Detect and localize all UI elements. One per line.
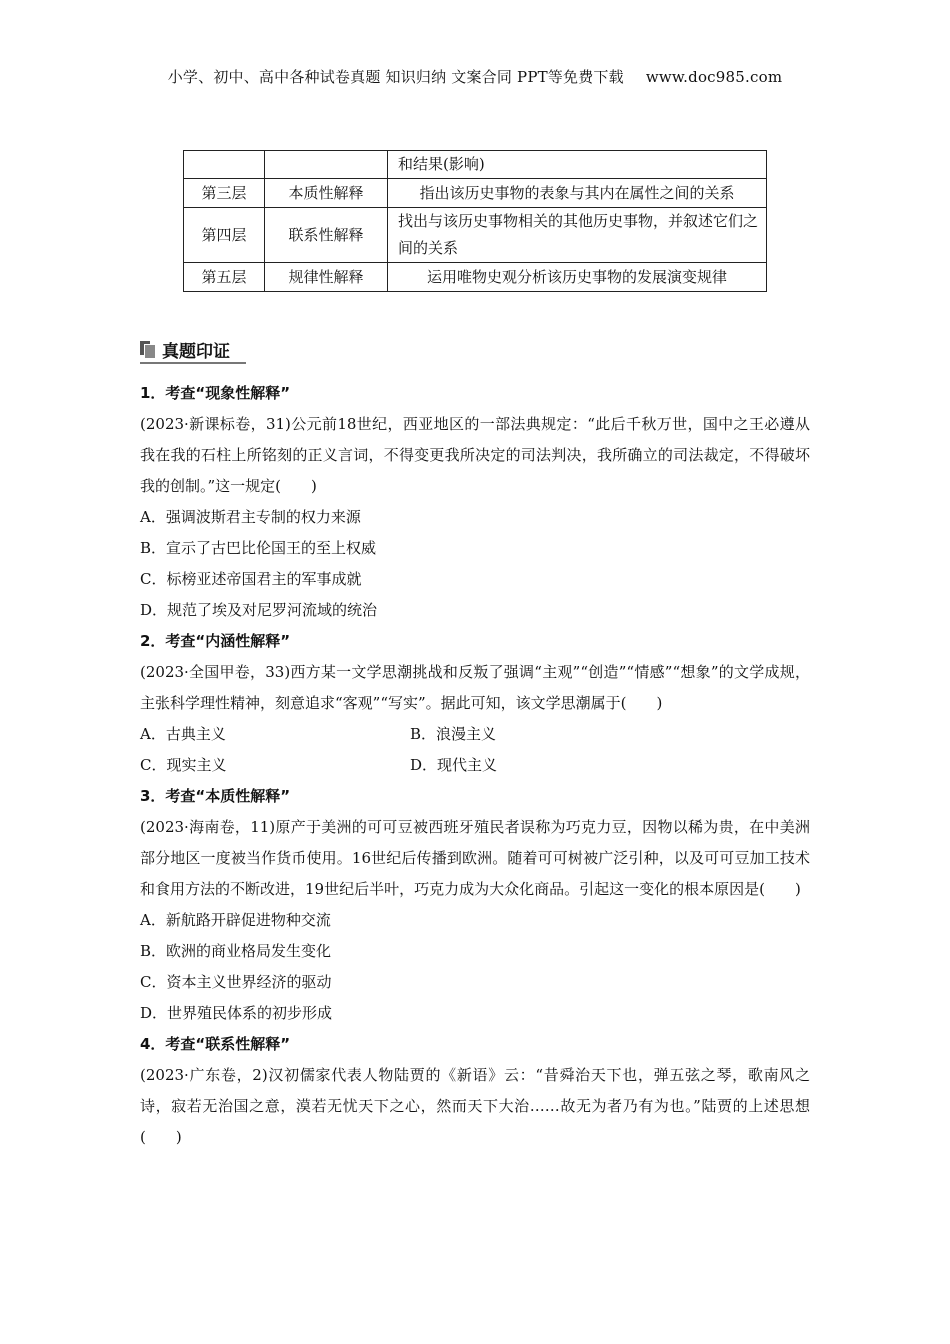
question-stem: (2023·新课标卷，31)公元前18世纪，西亚地区的一部法典规定：“此后千秋万世，国中之王必遵从我在我的石柱上所铭刻的正义言词，不得变更我所决定的司法判决，我所确立的司法裁定，不得破坏我的创制。”这一规定( ): [140, 415, 810, 495]
option-c: C．现实主义: [140, 756, 227, 774]
document-icon: [140, 341, 154, 357]
options-row: [140, 719, 810, 750]
table-cell-level: 第三层: [184, 179, 265, 208]
question-stem: (2023·全国甲卷，33)西方某一文学思潮挑战和反叛了强调“主观”“创造”“情感”“想象”的文学成规，主张科学理性精神，刻意追求“客观”“写实”。据此可知，该文学思潮属于( ): [140, 663, 810, 712]
question-heading: 3．考查“本质性解释”: [140, 787, 291, 805]
table-cell-level: 第五层: [184, 263, 265, 292]
option-c: C．资本主义世界经济的驱动: [140, 973, 332, 991]
table-row: [184, 151, 767, 179]
page-header: [0, 66, 950, 87]
option-a: A．强调波斯君主专制的权力来源: [140, 508, 361, 526]
section-underline: [140, 362, 246, 364]
option-b: B．宣示了古巴比伦国王的至上权威: [140, 539, 377, 557]
table-cell-desc: 找出与该历史事物相关的其他历史事物，并叙述它们之间的关系: [388, 208, 767, 263]
table-cell-type: 规律性解释: [265, 263, 388, 292]
table-row: [184, 179, 767, 208]
question-stem: (2023·海南卷，11)原产于美洲的可可豆被西班牙殖民者误称为巧克力豆，因物以稀为贵，在中美洲部分地区一度被当作货币使用。16世纪后传播到欧洲。随着可可树被广泛引种，以及可可豆加工技术和食用方法的不断改进，19世纪后半叶，巧克力成为大众化商品。引起这一变化的根本原因是( ): [140, 818, 810, 898]
option-d: D．规范了埃及对尼罗河流域的统治: [140, 601, 378, 619]
option-a: A．古典主义: [140, 725, 226, 743]
option-b: B．欧洲的商业格局发生变化: [140, 942, 332, 960]
options-row: [140, 750, 810, 781]
option-a: A．新航路开辟促进物种交流: [140, 911, 331, 929]
table-cell-desc: 运用唯物史观分析该历史事物的发展演变规律: [388, 263, 767, 292]
table-cell-desc: 和结果(影响): [388, 151, 767, 179]
section-title: 真题印证: [162, 341, 230, 362]
table-cell-desc: 指出该历史事物的表象与其内在属性之间的关系: [388, 179, 767, 208]
question-heading: 4．考查“联系性解释”: [140, 1035, 291, 1053]
question-heading: 2．考查“内涵性解释”: [140, 632, 291, 650]
option-d: D．世界殖民体系的初步形成: [140, 1004, 333, 1022]
option-b: B．浪漫主义: [410, 725, 497, 743]
option-c: C．标榜亚述帝国君主的军事成就: [140, 570, 362, 588]
section-heading: [140, 336, 230, 362]
explanation-levels-table: [183, 150, 767, 292]
table-cell-level: 第四层: [184, 208, 265, 263]
table-row: [184, 208, 767, 263]
header-site-link[interactable]: www.doc985.com: [645, 68, 783, 86]
table-cell-level: [184, 151, 265, 179]
question-heading: 1．考查“现象性解释”: [140, 384, 291, 402]
question-stem: (2023·广东卷，2)汉初儒家代表人物陆贾的《新语》云：“昔舜治天下也，弹五弦之琴，歌南风之诗，寂若无治国之意，漠若无忧天下之心，然而天下大治……故无为者乃有为也。”陆贾的上述思想( ): [140, 1066, 810, 1146]
table-cell-type: 本质性解释: [265, 179, 388, 208]
table-row: [184, 263, 767, 292]
table-cell-type: 联系性解释: [265, 208, 388, 263]
table-cell-type: [265, 151, 388, 179]
questions-body: [140, 378, 810, 1153]
header-text: 小学、初中、高中各种试卷真题 知识归纳 文案合同 PPT等免费下载: [167, 68, 624, 86]
option-d: D．现代主义: [410, 756, 498, 774]
